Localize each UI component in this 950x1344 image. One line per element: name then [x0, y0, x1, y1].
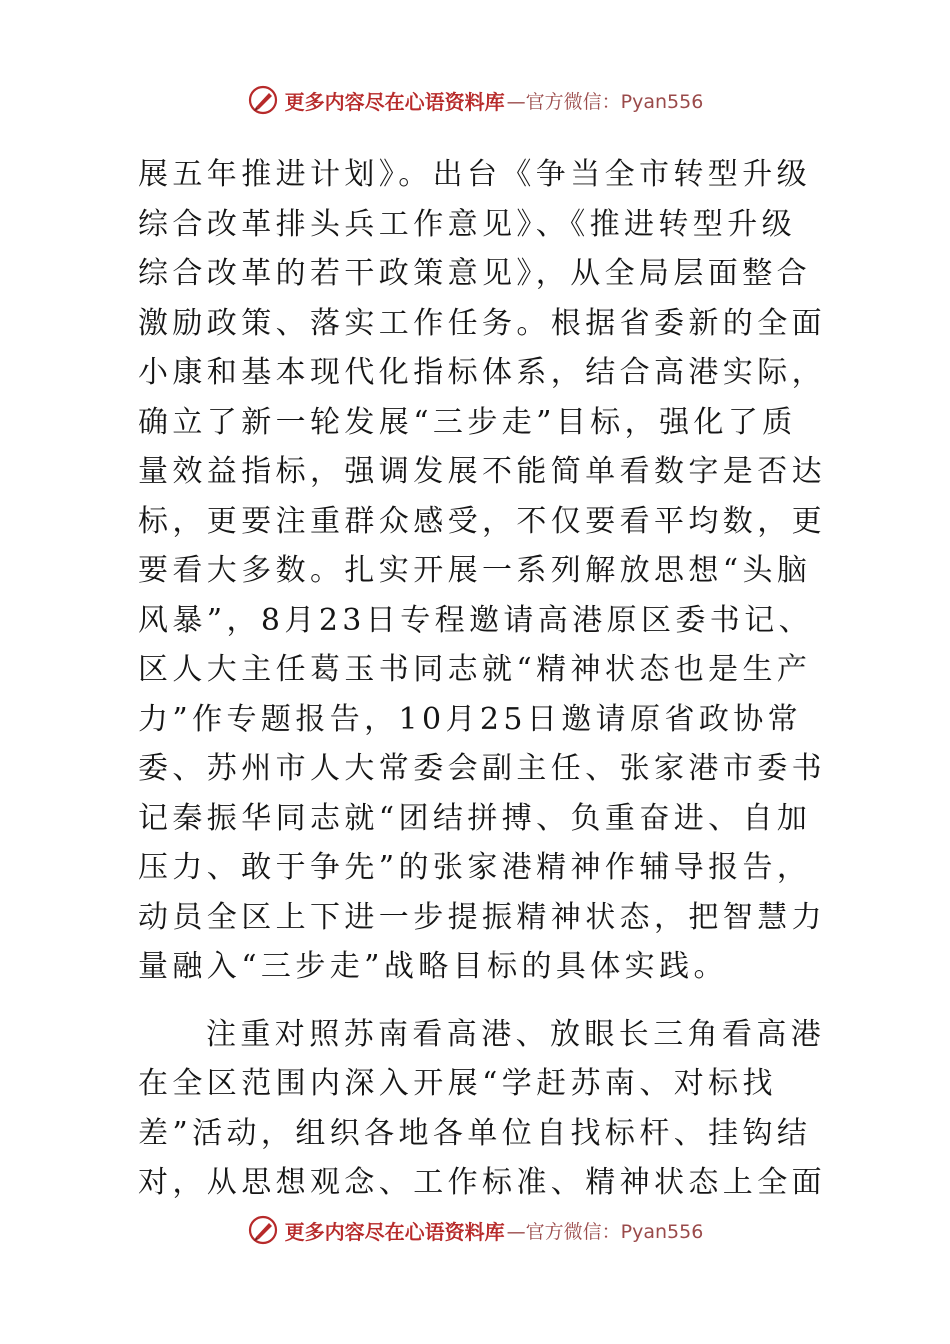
document-body — [138, 150, 838, 1208]
text-line: 压力、敢于争先”的张家港精神作辅导报告， — [138, 850, 812, 885]
text-line: 标，更要注重群众感受，不仅要看平均数，更 — [138, 503, 826, 539]
text-line: 小康和基本现代化指标体系，结合高港实际， — [138, 355, 826, 390]
text-line: 要看大多数。扎实开展一系列解放思想“头脑 — [138, 553, 812, 588]
text-line: 对，从思想观念、工作标准、精神状态上全面 — [138, 1165, 826, 1200]
watermark-brand: 更多内容尽在心语资料库 — [284, 1219, 505, 1244]
watermark-contact: —官方微信：Pyan556 — [506, 90, 704, 113]
text-line: 力”作专题报告，10月25日邀请原省政协常 — [138, 701, 803, 737]
text-line: 量融入“三步走”战略目标的具体实践。 — [138, 949, 728, 984]
text-line: 区人大主任葛玉书同志就“精神状态也是生产 — [138, 652, 812, 687]
text-line: 记秦振华同志就“团结拼搏、负重奋进、自加 — [138, 800, 812, 836]
text-line: 综合改革排头兵工作意见》、《推进转型升级 — [138, 206, 796, 242]
text-line: 综合改革的若干政策意见》，从全局层面整合 — [138, 256, 811, 291]
text-line: 确立了新一轮发展“三步走”目标，强化了质 — [138, 404, 797, 440]
text-line: 风暴”，8月23日专程邀请高港原区委书记、 — [138, 602, 813, 638]
watermark-contact: —官方微信：Pyan556 — [506, 1220, 704, 1243]
paragraph-gap — [138, 992, 838, 1010]
text-line: 委、苏州市人大常委会副主任、张家港市委书 — [138, 751, 826, 786]
pen-logo-icon — [247, 1214, 279, 1246]
text-line: 注重对照苏南看高港、放眼长三角看高港 — [206, 1016, 826, 1052]
paragraph — [138, 150, 838, 992]
text-line: 量效益指标，强调发展不能简单看数字是否达 — [138, 454, 826, 489]
text-line: 在全区范围内深入开展“学赶苏南、对标找 — [138, 1066, 777, 1101]
text-line: 展五年推进计划》。出台《争当全市转型升级 — [138, 157, 811, 192]
watermark-footer — [0, 1210, 950, 1250]
paragraph — [138, 1010, 838, 1208]
text-line: 动员全区上下进一步提振精神状态，把智慧力 — [138, 899, 826, 935]
watermark-brand: 更多内容尽在心语资料库 — [284, 89, 505, 114]
text-line: 差”活动，组织各地各单位自找标杆、挂钩结 — [138, 1115, 812, 1151]
watermark-header — [0, 80, 950, 120]
text-line: 激励政策、落实工作任务。根据省委新的全面 — [138, 305, 826, 341]
pen-logo-icon — [247, 84, 279, 116]
